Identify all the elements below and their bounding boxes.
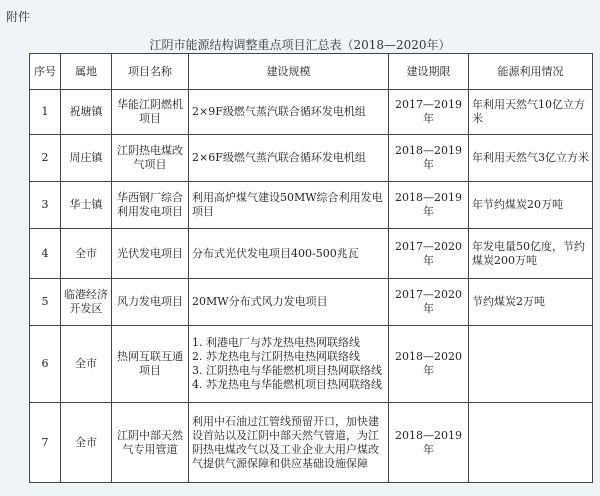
header-area: 属地 bbox=[61, 54, 112, 90]
table-title: 江阴市能源结构调整重点项目汇总表（2018—2020年） bbox=[149, 38, 451, 52]
scale-list-item: 2. 苏龙热电与江阴热电热网联络线 bbox=[192, 350, 360, 363]
row-no: 5 bbox=[30, 279, 61, 326]
header-energy: 能源利用情况 bbox=[469, 54, 593, 90]
row-area: 全市 bbox=[61, 229, 112, 279]
row-energy: 节约煤炭2万吨 bbox=[469, 279, 593, 326]
table-row bbox=[30, 326, 593, 403]
row-area: 临港经济开发区 bbox=[61, 279, 112, 326]
row-energy: 年利用天然气3亿立方米 bbox=[469, 135, 593, 182]
row-energy bbox=[469, 326, 593, 403]
row-name: 华能江阴燃机项目 bbox=[112, 90, 189, 135]
table-row bbox=[30, 279, 593, 326]
row-energy: 年利用天然气10亿立方米 bbox=[469, 90, 593, 135]
row-no: 1 bbox=[30, 90, 61, 135]
table-row bbox=[30, 229, 593, 279]
row-name: 江阴中部天然气专用管道 bbox=[112, 403, 189, 483]
attachment-label: 附件 bbox=[6, 10, 31, 24]
row-area: 祝塘镇 bbox=[61, 90, 112, 135]
projects-table bbox=[29, 53, 593, 483]
row-period: 2017—2020年 bbox=[389, 279, 469, 326]
row-energy: 年节约煤炭20万吨 bbox=[469, 182, 593, 229]
row-name: 华西钢厂综合利用发电项目 bbox=[112, 182, 189, 229]
table-row bbox=[30, 135, 593, 182]
header-name: 项目名称 bbox=[112, 54, 189, 90]
row-no: 6 bbox=[30, 326, 61, 403]
table-row bbox=[30, 90, 593, 135]
row-area: 周庄镇 bbox=[61, 135, 112, 182]
table-header-row bbox=[30, 54, 593, 90]
scale-list-item: 4. 苏龙热电与华能燃机项目热网联络线 bbox=[192, 378, 382, 391]
scale-list-item: 1. 利港电厂与苏龙热电热网联络线 bbox=[192, 336, 360, 349]
row-name: 江阴热电煤改气项目 bbox=[112, 135, 189, 182]
scale-list-item: 3. 江阴热电与华能燃机项目热网联络线 bbox=[192, 364, 382, 377]
row-scale: 20MW分布式风力发电项目 bbox=[189, 279, 389, 326]
row-no: 2 bbox=[30, 135, 61, 182]
row-scale: 利用中石油过江管线预留开口，加快建设首站以及江阴中部天然气管道，为江阴热电煤改气以及工业企业大用户煤改气提供气源保障和供应基础设施保障 bbox=[189, 403, 389, 483]
row-scale: 利用高炉煤气建设50MW综合利用发电项目 bbox=[189, 182, 389, 229]
row-area: 全市 bbox=[61, 403, 112, 483]
row-scale: 2×9F级燃气蒸汽联合循环发电机组 bbox=[189, 90, 389, 135]
row-area: 全市 bbox=[61, 326, 112, 403]
row-area: 华士镇 bbox=[61, 182, 112, 229]
row-period: 2018—2020年 bbox=[389, 326, 469, 403]
row-period: 2018—2019年 bbox=[389, 182, 469, 229]
row-name: 光伏发电项目 bbox=[112, 229, 189, 279]
row-scale: 2×6F级燃气蒸汽联合循环发电机组 bbox=[189, 135, 389, 182]
row-period: 2017—2019年 bbox=[389, 90, 469, 135]
row-period: 2018—2019年 bbox=[389, 403, 469, 483]
row-no: 7 bbox=[30, 403, 61, 483]
row-no: 3 bbox=[30, 182, 61, 229]
row-energy bbox=[469, 403, 593, 483]
row-scale bbox=[189, 326, 389, 403]
table-row bbox=[30, 403, 593, 483]
row-scale: 分布式光伏发电项目400-500兆瓦 bbox=[189, 229, 389, 279]
header-scale: 建设规模 bbox=[189, 54, 389, 90]
header-no: 序号 bbox=[30, 54, 61, 90]
row-period: 2018—2019年 bbox=[389, 135, 469, 182]
row-name: 热网互联互通项目 bbox=[112, 326, 189, 403]
row-period: 2017—2020年 bbox=[389, 229, 469, 279]
header-period: 建设期限 bbox=[389, 54, 469, 90]
table-row bbox=[30, 182, 593, 229]
row-no: 4 bbox=[30, 229, 61, 279]
row-energy: 年发电量50亿度，节约煤炭200万吨 bbox=[469, 229, 593, 279]
row-name: 风力发电项目 bbox=[112, 279, 189, 326]
